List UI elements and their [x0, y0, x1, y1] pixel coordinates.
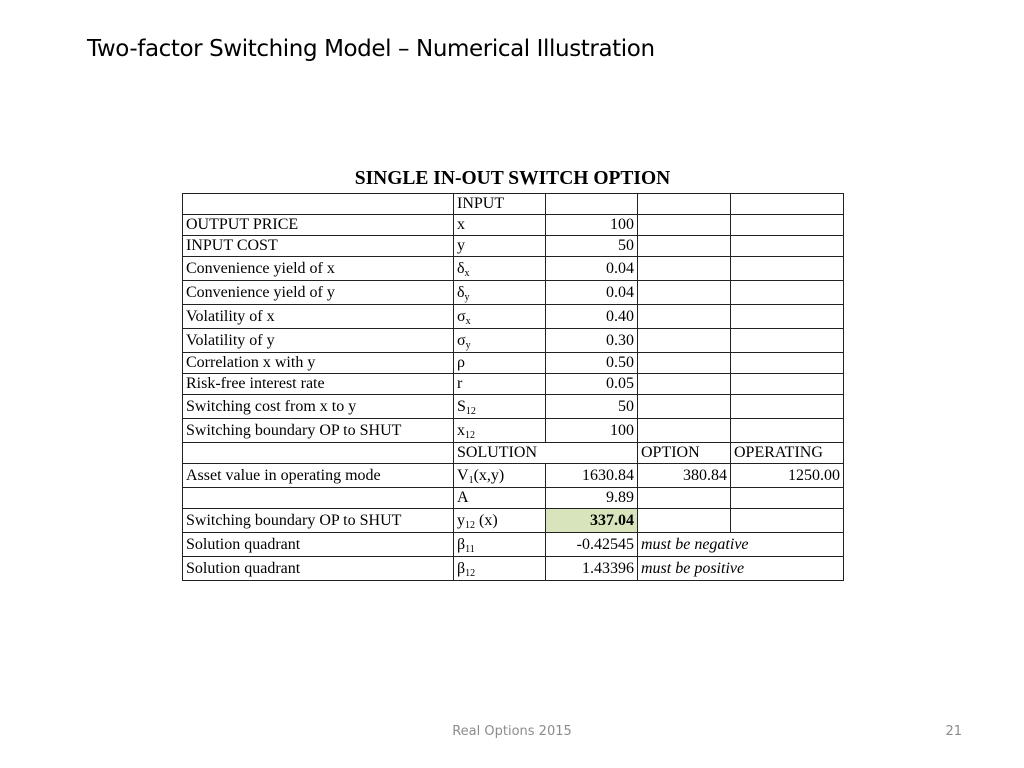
- row-value: 0.04: [546, 281, 638, 305]
- input-row: [183, 236, 844, 257]
- symbol: r: [457, 375, 463, 392]
- row-label: Switching boundary OP to SHUT: [183, 509, 454, 533]
- symbol: δ: [457, 284, 465, 301]
- asset-value-row: [183, 464, 844, 488]
- operating-cell: [731, 509, 844, 533]
- row-label: Solution quadrant: [183, 557, 454, 581]
- operating-cell: [731, 419, 844, 443]
- option-cell: [638, 281, 731, 305]
- option-cell: [638, 488, 731, 509]
- row-value: 100: [546, 215, 638, 236]
- row-label: Asset value in operating mode: [183, 464, 454, 488]
- symbol: y: [457, 512, 465, 529]
- option-cell: [638, 215, 731, 236]
- page-number: 21: [945, 724, 962, 739]
- symbol-cell: A: [454, 488, 546, 509]
- option-cell: [638, 419, 731, 443]
- operating-cell: [731, 353, 844, 374]
- quadrant-row: [183, 533, 844, 557]
- value-cell: [546, 194, 638, 215]
- input-header: INPUT: [454, 194, 546, 215]
- symbol-subscript: x: [465, 316, 471, 327]
- row-value: 0.30: [546, 329, 638, 353]
- input-row: [183, 257, 844, 281]
- operating-value: 1250.00: [731, 464, 844, 488]
- symbol-subscript: y: [465, 340, 471, 351]
- operating-cell: [731, 194, 844, 215]
- option-cell: [638, 509, 731, 533]
- option-value: 380.84: [638, 464, 731, 488]
- symbol-subscript: 1: [468, 475, 474, 486]
- option-cell: [638, 305, 731, 329]
- row-label: Volatility of x: [183, 305, 454, 329]
- row-label: Volatility of y: [183, 329, 454, 353]
- symbol: σ: [457, 308, 466, 325]
- symbol-cell: [454, 236, 546, 257]
- symbol: ρ: [457, 354, 465, 371]
- input-row: [183, 329, 844, 353]
- symbol-cell: [454, 533, 546, 557]
- row-label: INPUT COST: [183, 236, 454, 257]
- symbol: δ: [457, 260, 465, 277]
- input-row: [183, 215, 844, 236]
- symbol-cell: [454, 329, 546, 353]
- symbol-subscript: 12: [465, 430, 475, 441]
- symbol-subscript: x: [464, 268, 470, 279]
- option-header: OPTION: [638, 443, 731, 464]
- row-value: 100: [546, 419, 638, 443]
- row-value: -0.42545: [546, 533, 638, 557]
- symbol-cell: [454, 557, 546, 581]
- operating-cell: [731, 215, 844, 236]
- boundary-row: [183, 509, 844, 533]
- symbol-cell: [454, 374, 546, 395]
- option-cell: [638, 236, 731, 257]
- symbol-subscript: 12: [465, 568, 476, 579]
- option-cell: [638, 353, 731, 374]
- symbol: x: [457, 216, 465, 233]
- input-row: [183, 305, 844, 329]
- row-value: 1630.84: [546, 464, 638, 488]
- label-cell: [183, 443, 454, 464]
- row-label: Convenience yield of x: [183, 257, 454, 281]
- row-label: Solution quadrant: [183, 533, 454, 557]
- operating-cell: [731, 257, 844, 281]
- row-label: OUTPUT PRICE: [183, 215, 454, 236]
- input-row: [183, 395, 844, 419]
- symbol-cell: [454, 281, 546, 305]
- operating-cell: [731, 374, 844, 395]
- input-header-row: [183, 194, 844, 215]
- symbol: σ: [457, 332, 466, 349]
- symbol: V: [457, 467, 469, 484]
- row-value: 1.43396: [546, 557, 638, 581]
- option-cell: [638, 374, 731, 395]
- symbol-cell: [454, 305, 546, 329]
- symbol-subscript: y: [464, 292, 470, 303]
- row-value: 9.89: [546, 488, 638, 509]
- symbol-subscript: 11: [465, 544, 475, 555]
- symbol-cell: [454, 419, 546, 443]
- option-cell: [638, 395, 731, 419]
- input-row: [183, 353, 844, 374]
- row-label: Switching boundary OP to SHUT: [183, 419, 454, 443]
- symbol: x: [457, 422, 465, 439]
- row-label: Risk-free interest rate: [183, 374, 454, 395]
- operating-cell: [731, 281, 844, 305]
- sign-note: must be negative: [638, 533, 844, 557]
- footer-text: Real Options 2015: [452, 724, 572, 739]
- symbol-cell: [454, 464, 546, 488]
- sign-note: must be positive: [638, 557, 844, 581]
- row-value: 50: [546, 236, 638, 257]
- option-cell: [638, 329, 731, 353]
- a-row: [183, 488, 844, 509]
- symbol-cell: [454, 395, 546, 419]
- label-cell: [183, 194, 454, 215]
- row-value: 0.04: [546, 257, 638, 281]
- input-row: [183, 374, 844, 395]
- solution-header-row: [183, 443, 844, 464]
- row-label: Convenience yield of y: [183, 281, 454, 305]
- symbol-suffix: (x): [475, 512, 498, 529]
- input-row: [183, 419, 844, 443]
- symbol: β: [457, 560, 466, 577]
- row-label: Correlation x with y: [183, 353, 454, 374]
- symbol-cell: [454, 353, 546, 374]
- solution-header: SOLUTION: [454, 443, 638, 464]
- operating-cell: [731, 236, 844, 257]
- symbol: β: [457, 536, 466, 553]
- input-row: [183, 281, 844, 305]
- row-label: Switching cost from x to y: [183, 395, 454, 419]
- operating-cell: [731, 395, 844, 419]
- option-cell: [638, 194, 731, 215]
- option-cell: [638, 257, 731, 281]
- operating-header: OPERATING: [731, 443, 844, 464]
- symbol-cell: [454, 509, 546, 533]
- slide-title: Two-factor Switching Model – Numerical Illustration: [87, 36, 655, 62]
- operating-cell: [731, 329, 844, 353]
- symbol-subscript: 12: [465, 520, 475, 531]
- symbol: y: [457, 237, 465, 254]
- quadrant-row: [183, 557, 844, 581]
- row-value: 0.50: [546, 353, 638, 374]
- table-caption: SINGLE IN-OUT SWITCH OPTION: [354, 168, 671, 189]
- symbol-subscript: 12: [465, 406, 476, 417]
- symbol-suffix: (x,y): [473, 467, 505, 484]
- symbol-cell: [454, 257, 546, 281]
- operating-cell: [731, 488, 844, 509]
- row-value: 0.40: [546, 305, 638, 329]
- row-value: 0.05: [546, 374, 638, 395]
- label-cell: [183, 488, 454, 509]
- symbol: S: [457, 398, 466, 415]
- operating-cell: [731, 305, 844, 329]
- switch-option-table: [182, 193, 844, 581]
- row-value: 50: [546, 395, 638, 419]
- boundary-value-highlight: 337.04: [546, 509, 638, 533]
- symbol-cell: [454, 215, 546, 236]
